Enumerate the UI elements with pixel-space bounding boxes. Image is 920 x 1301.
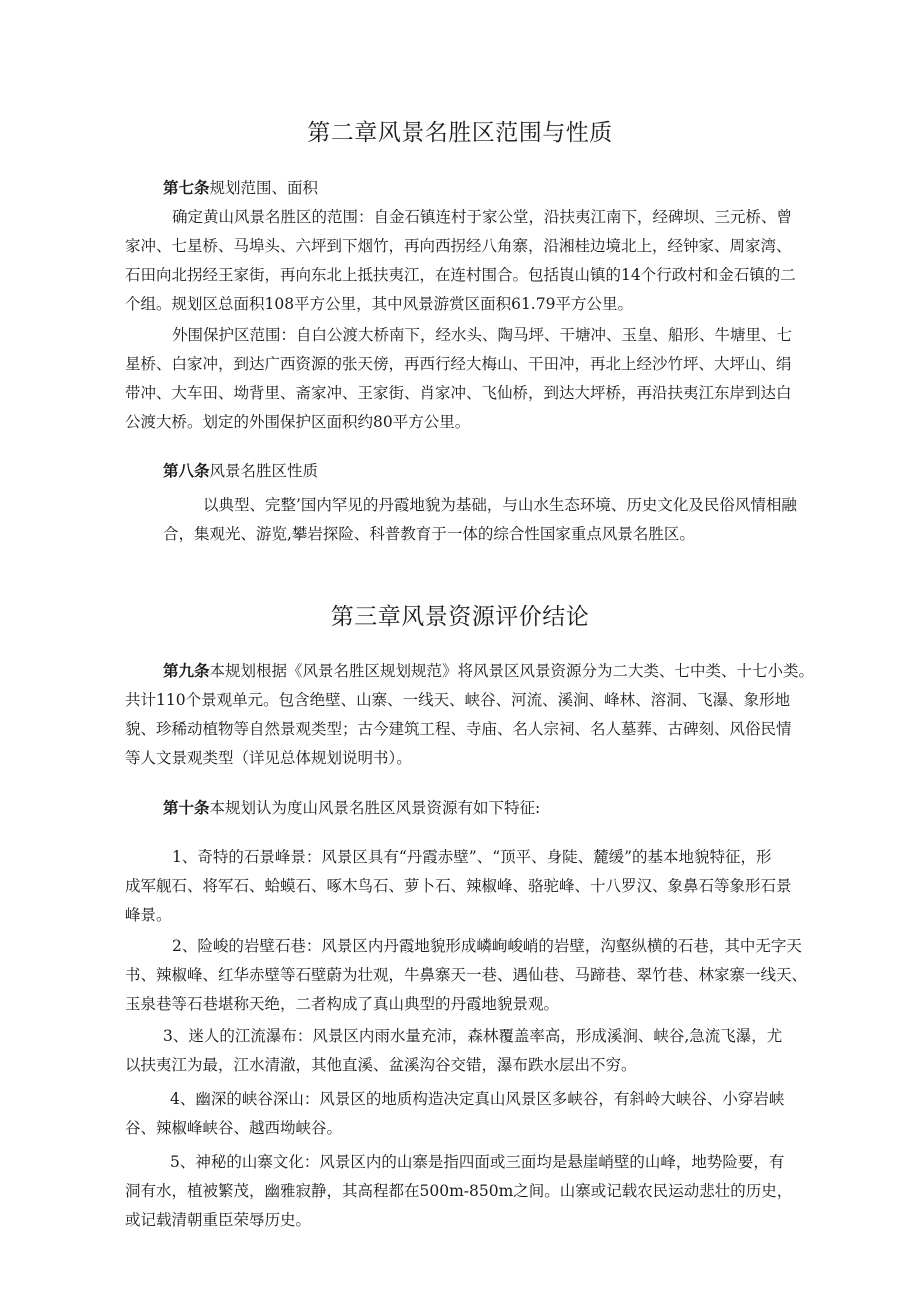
text-line: 等人文景观类型（详见总体规划说明书）。 (125, 749, 412, 767)
text-line: 峰景。 (125, 906, 172, 924)
feature-item-1 (125, 843, 855, 930)
article-7-paragraph-2 (125, 321, 855, 437)
text-line: 以典型、完整’国内罕见的丹霞地貌为基础，与山水生态环境、历史文化及民俗风情相融 (203, 496, 797, 514)
feature-item-4 (125, 1085, 855, 1143)
text-line: 以扶夷江为最，江水清澈，其他直溪、盆溪沟谷交错，瀑布跌水层出不穷。 (125, 1056, 637, 1074)
text-line: 3、迷人的江流瀑布：风景区内雨水量充沛，森林覆盖率高，形成溪涧、峡谷,急流飞瀑，尤 (163, 1027, 783, 1045)
feature-item-2 (125, 932, 855, 1019)
article-9-label: 第九条 (163, 661, 210, 680)
article-7-title: 规划范围、面积 (209, 179, 319, 197)
chapter-3-title: 第三章风景资源评价结论 (330, 604, 590, 630)
text-line: 书、辣椒峰、红华赤壁等石壁蔚为壮观，牛鼻寨天一巷、遇仙巷、马蹄巷、翠竹巷、林家寨一线天、 (125, 966, 808, 984)
article-8-heading (163, 459, 318, 481)
text-line: 公渡大桥。划定的外围保护区面积约80平方公里。 (125, 413, 471, 431)
text-line: 合，集观光、游览,攀岩探险、科普教育于一体的综合性国家重点风景名胜区。 (163, 525, 695, 543)
article-8-paragraph (163, 491, 863, 549)
text-line: 洞有水，植被繁茂，幽雅寂静，其高程都在500m-850m之间。山寨或记载农民运动悲壮的历史， (125, 1182, 793, 1200)
text-line: 玉泉巷等石巷堪称天绝，二者构成了真山典型的丹霞地貌景观。 (125, 995, 560, 1013)
text-line: 家冲、七星桥、马埠头、六坪到下烟竹，再向西拐经八角寨，沿湘桂边境北上，经钟家、周家湾、 (125, 237, 792, 255)
article-7-label: 第七条 (163, 178, 210, 197)
text-line: 星桥、白家冲，到达广西资源的张天傍，再西行经大梅山、干田冲，再北上经沙竹坪、大坪山、绢 (125, 355, 792, 373)
text-line: 共计110个景观单元。包含绝壁、山寨、一线天、峡谷、河流、溪涧、峰林、溶洞、飞瀑、象形地 (125, 691, 791, 709)
article-10-intro: 本规划认为度山风景名胜区风景资源有如下特征: (209, 799, 541, 817)
chapter-2-title: 第二章风景名胜区范围与性质 (307, 120, 613, 146)
text-line: 2、险峻的岩壁石巷：风景区内丹霞地貌形成嶙峋峻峭的岩壁，沟壑纵横的石巷，其中无字天 (172, 937, 802, 955)
article-10-label: 第十条 (163, 798, 210, 817)
text-line: 石田向北拐经王家街，再向东北上抵扶夷江，在连村围合。包括崀山镇的14个行政村和金石镇的二 (125, 266, 796, 284)
article-9-paragraph (125, 656, 855, 773)
text-line: 成军舰石、将军石、蛤蟆石、啄木鸟石、萝卜石、辣椒峰、骆驼峰、十八罗汉、象鼻石等象形石景 (125, 877, 792, 895)
text-line: 带冲、大车田、坳背里、斋家冲、王家街、肖家冲、飞仙桥，到达大坪桥，再沿扶夷江东岸到达白 (125, 384, 792, 402)
text-line: 貌、珍稀动植物等自然景观类型；古今建筑工程、寺庙、名人宗祠、名人墓葬、古碑刻、风俗民情 (125, 720, 792, 738)
article-8-title: 风景名胜区性质 (209, 462, 319, 480)
article-9-first-line: 本规划根据《风景名胜区规划规范》将风景区风景资源分为二大类、七中类、十七小类。 (209, 662, 815, 680)
text-line: 谷、辣椒峰峡谷、越西坳峡谷。 (125, 1119, 343, 1137)
text-line: 或记载清朝重臣荣辱历史。 (125, 1211, 312, 1229)
article-8-label: 第八条 (163, 461, 210, 480)
text-line (125, 656, 855, 686)
text-line: 确定黄山风景名胜区的范围：自金石镇连村于家公堂，沿扶夷江南下，经碑坝、三元桥、曾 (172, 208, 793, 226)
article-7-heading (163, 176, 318, 198)
text-line: 个组。规划区总面积108平方公里，其中风景游赏区面积61.79平方公里。 (125, 295, 633, 313)
text-line: 5、神秘的山寨文化：风景区内的山寨是指四面或三面均是悬崖峭壁的山峰，地势险要，有 (170, 1153, 785, 1171)
feature-item-3 (125, 1022, 855, 1080)
text-line: 外围保护区范围：自白公渡大桥南下，经水头、陶马坪、干塘冲、玉皇、船形、牛塘里、七 (172, 326, 793, 344)
article-7-paragraph-1 (125, 203, 855, 319)
article-10-heading (163, 796, 540, 818)
feature-item-5 (125, 1148, 855, 1235)
text-line: 4、幽深的峡谷深山：风景区的地质构造决定真山风景区多峡谷，有斜岭大峡谷、小穿岩峡 (170, 1090, 785, 1108)
text-line: 1、奇特的石景峰景：风景区具有“丹霞赤壁”、“顶平、身陡、麓缓”的基本地貌特征，形 (172, 848, 772, 866)
